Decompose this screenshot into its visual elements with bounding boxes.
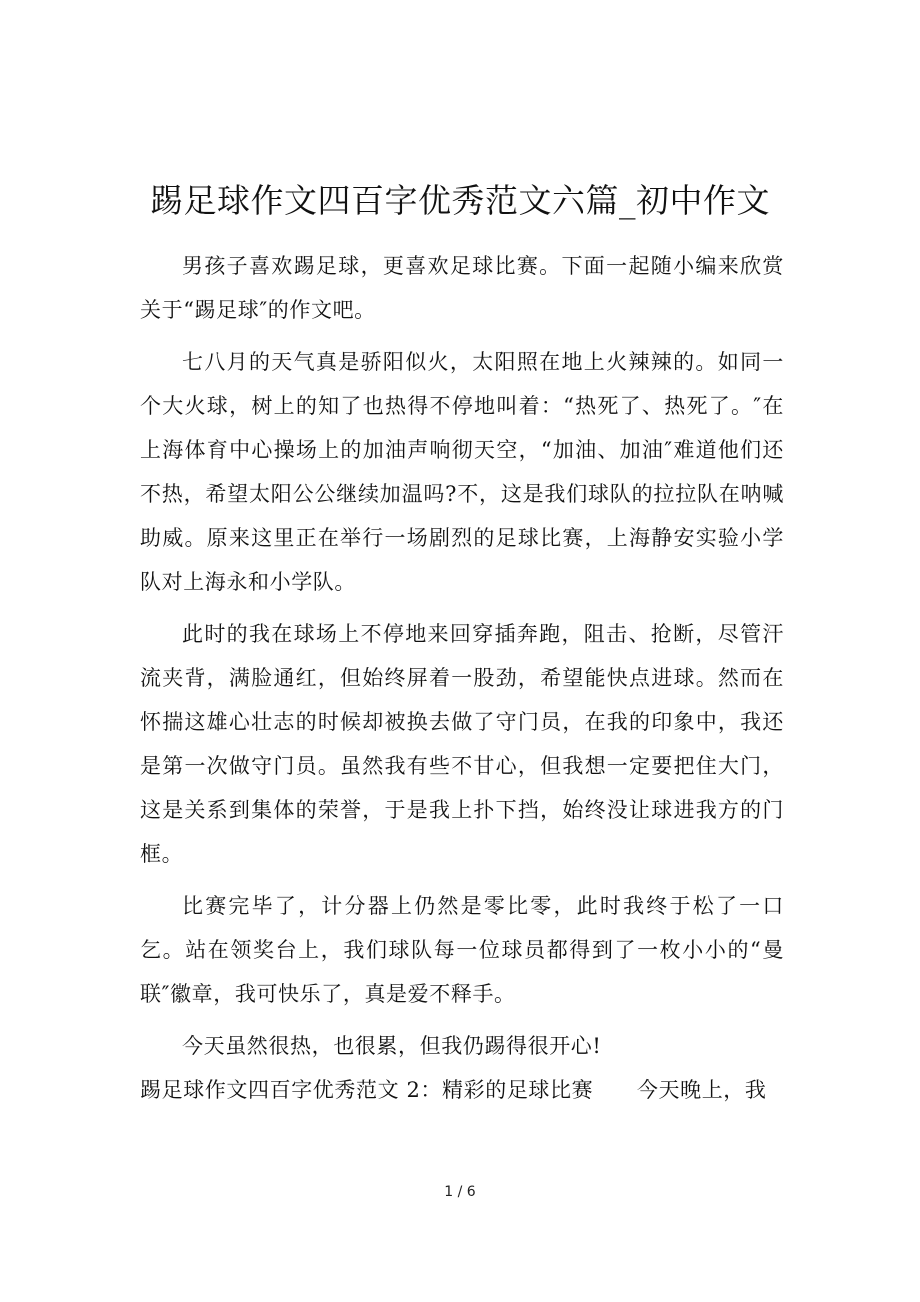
paragraph-intro: 男孩子喜欢踢足球，更喜欢足球比赛。下面一起随小编来欣赏关于“踢足球″的作文吧。 [140, 254, 784, 322]
page-number: 1 / 6 [444, 1184, 476, 1200]
paragraph-weather: 七八月的天气真是骄阳似火，太阳照在地上火辣辣的。如同一个大火球，树上的知了也热得不停地叫着：“热死了、热死了。″在上海体育中心操场上的加油声响彻天空，“加油、加油″难道他们还不热，希望太阳公公继续加温吗?不，这是我们球队的拉拉队在呐喊助威。原来这里正在举行一场剧烈的足球比赛，上海静安实验小学队对上海永和小学队。 [140, 350, 784, 594]
article-body [140, 244, 784, 1112]
paragraph-result: 比赛完毕了，计分器上仍然是零比零，此时我终于松了一口乞。站在领奖台上，我们球队每一位球员都得到了一枚小小的“曼联″徽章，我可快乐了，真是爱不释手。 [140, 894, 784, 1006]
subheading-line [140, 1068, 784, 1112]
subheading-continuation: 今天晚上，我 [636, 1078, 767, 1102]
paragraph-goalkeeper: 此时的我在球场上不停地来回穿插奔跑，阻击、抢断，尽管汗流夹背，满脸通红，但始终屏着一股劲，希望能快点进球。然而在怀揣这雄心壮志的时候却被换去做了守门员，在我的印象中，我还是第一次做守门员。虽然我有些不甘心，但我想一定要把住大门，这是关系到集体的荣誉，于是我上扑下挡，始终没让球进我方的门框。 [140, 622, 784, 866]
paragraph-conclusion: 今天虽然很热，也很累，但我仍踢得很开心! [182, 1034, 602, 1058]
subheading: 踢足球作文四百字优秀范文 2：精彩的足球比赛 [140, 1078, 594, 1102]
page-title: 踢足球作文四百字优秀范文六篇_初中作文 [150, 181, 770, 220]
